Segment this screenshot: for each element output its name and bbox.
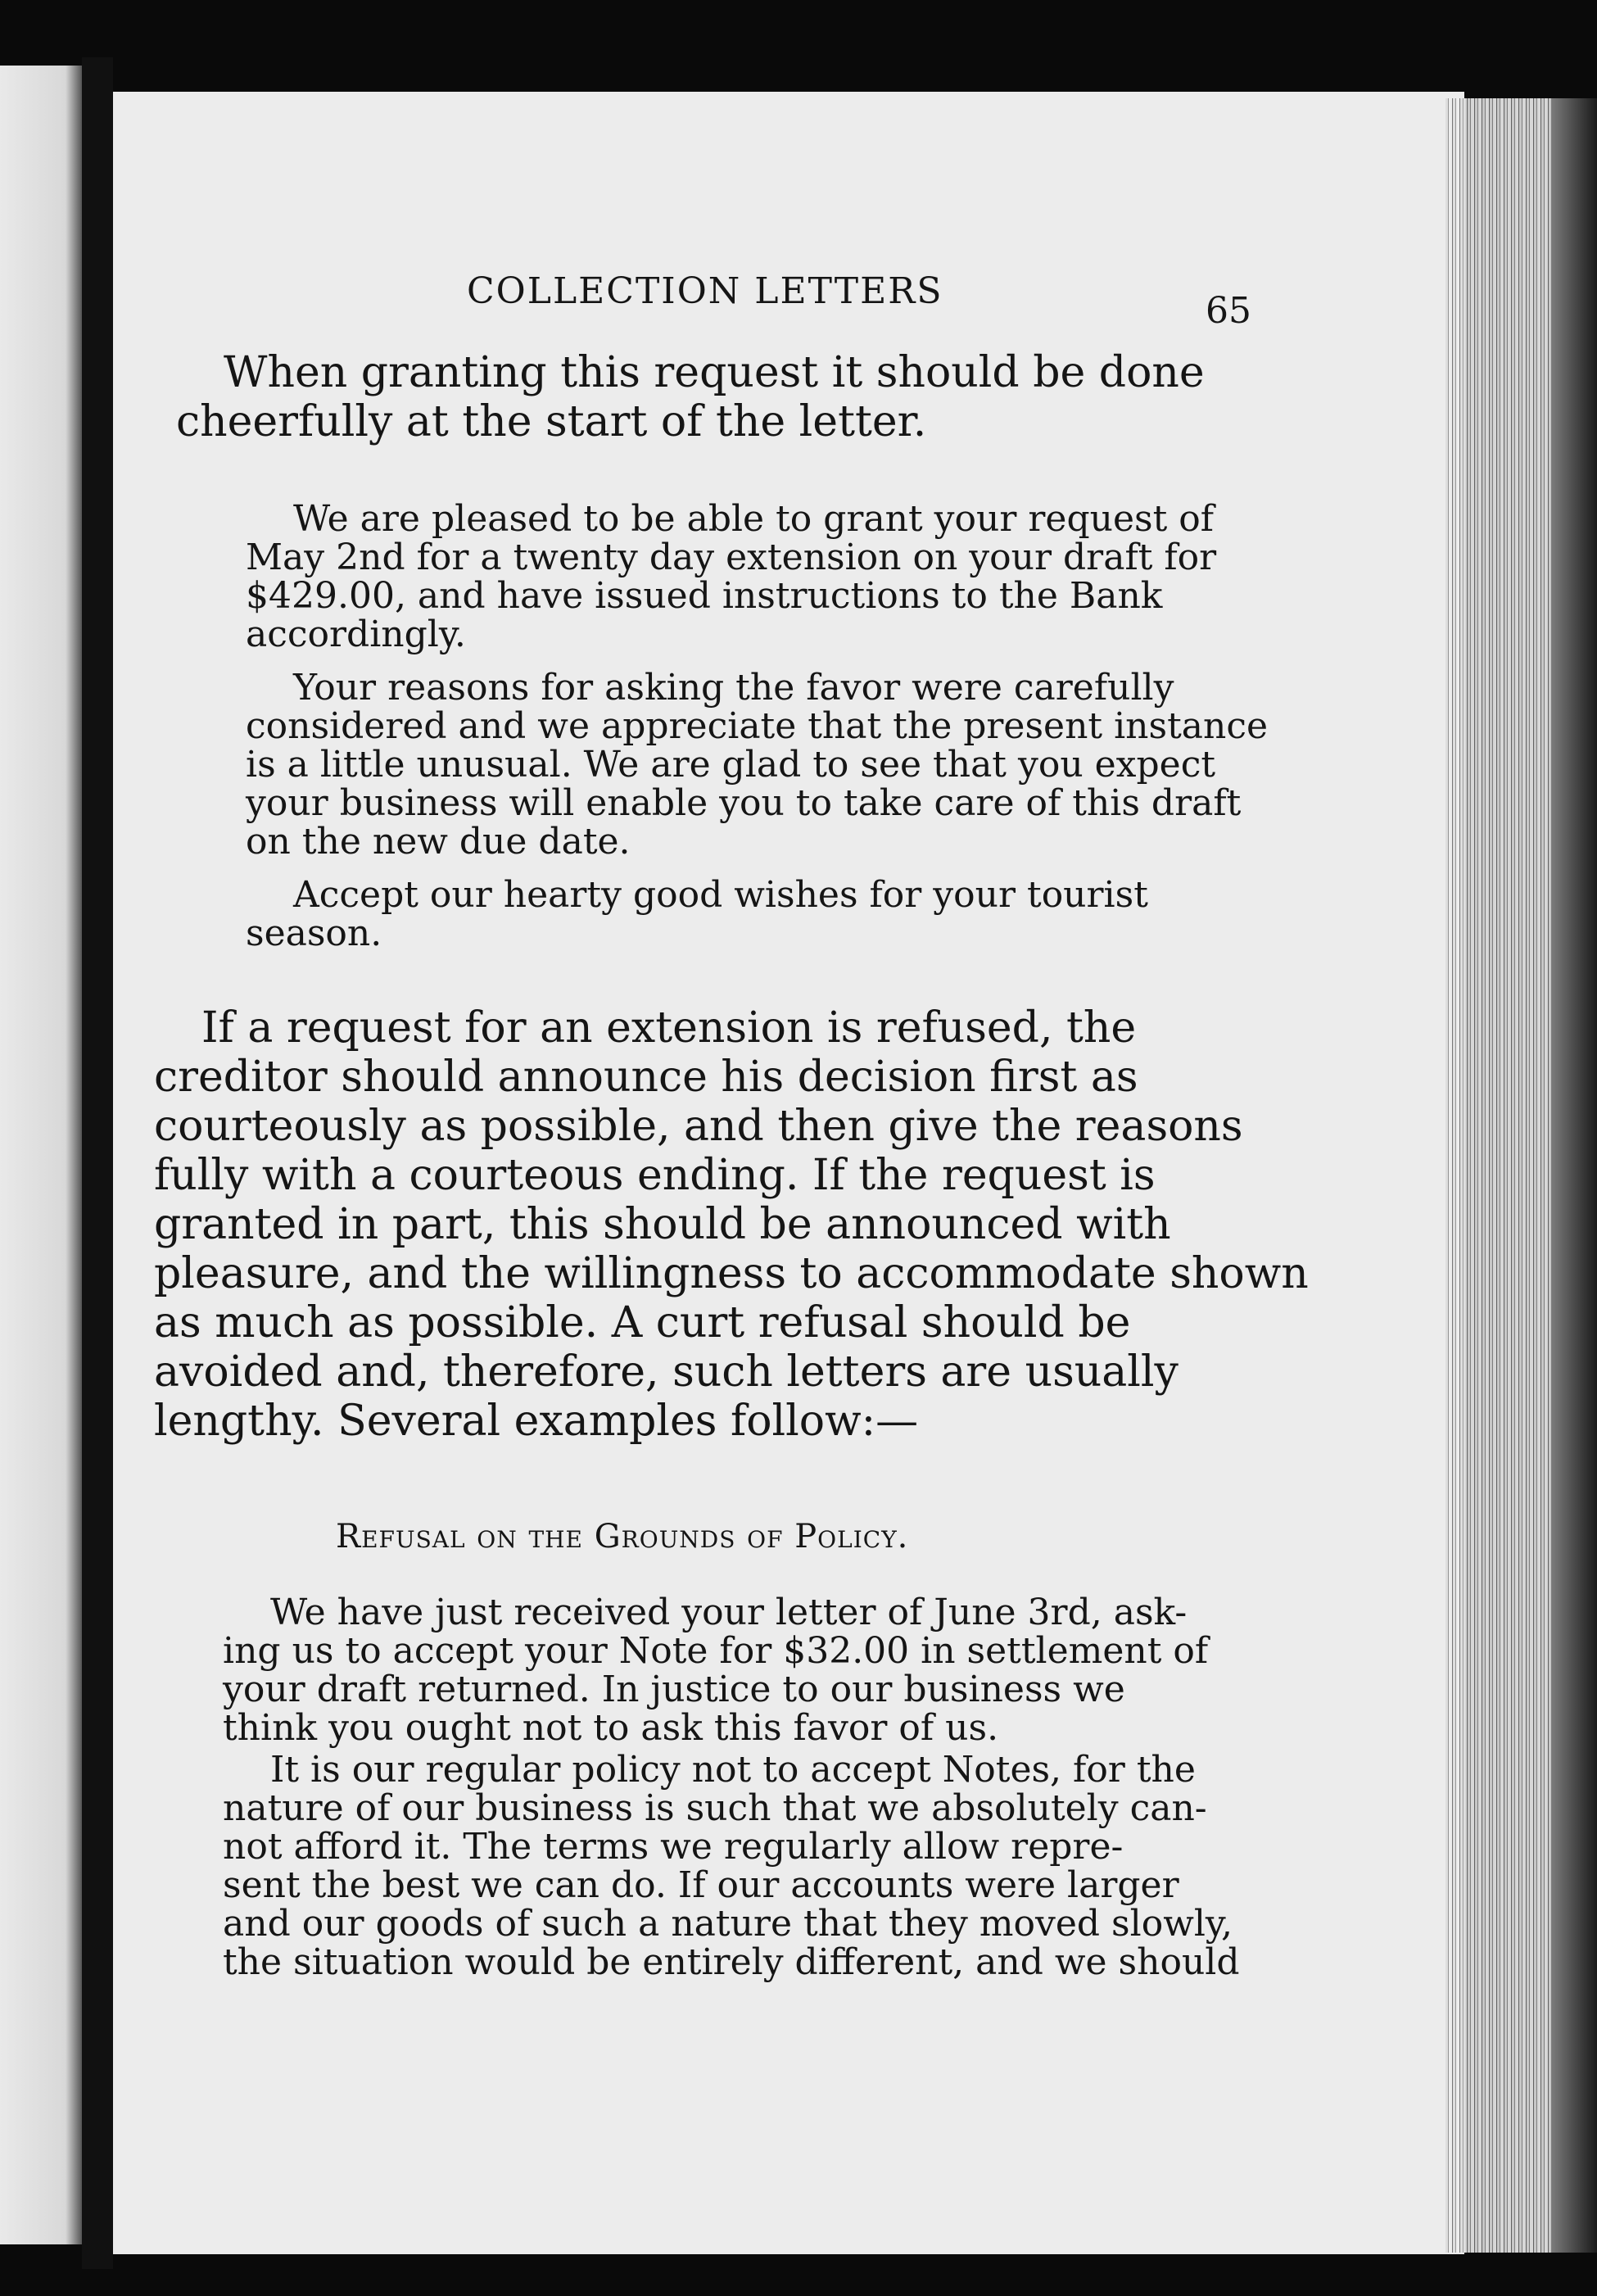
text-line: May 2nd for a twenty day extension on your draft for <box>246 537 1217 578</box>
text-line: We have just received your letter of June 3rd, ask- <box>270 1592 1188 1633</box>
text-line: creditor should announce his decision first as <box>154 1053 1138 1102</box>
page-edge-shadow <box>1552 98 1597 2253</box>
text-line: sent the best we can do. If our accounts were larger <box>223 1864 1179 1906</box>
section-heading: Refusal on the Grounds of Policy. <box>336 1518 909 1556</box>
intro-paragraph <box>176 348 1245 446</box>
text-line: courteously as possible, and then give the reasons <box>154 1102 1243 1151</box>
text-line: pleasure, and the willingness to accommodate shown <box>154 1249 1309 1298</box>
text-line: season. <box>246 913 382 954</box>
text-line: granted in part, this should be announced with <box>154 1200 1171 1249</box>
text-line: Your reasons for asking the favor were carefully <box>293 667 1174 709</box>
text-line: not afford it. The terms we regularly allow repre- <box>223 1826 1124 1868</box>
text-line: nature of our business is such that we absolutely can- <box>223 1787 1207 1829</box>
letter-paragraph <box>246 667 1269 863</box>
page-stack-edge <box>1445 98 1560 2253</box>
text-line: We are pleased to be able to grant your request of <box>293 498 1215 540</box>
text-line: Accept our hearty good wishes for your tourist <box>293 874 1148 916</box>
example-letter-1 <box>246 498 1269 954</box>
letter-paragraph <box>223 1749 1240 1983</box>
book-gutter <box>82 57 113 2269</box>
text-line: It is our regular policy not to accept Notes, for the <box>270 1749 1196 1791</box>
text-line: considered and we appreciate that the present instance <box>246 705 1269 747</box>
facing-page-edge <box>0 66 82 2244</box>
running-title: COLLECTION LETTERS <box>467 270 943 312</box>
text-line: avoided and, therefore, such letters are usually <box>154 1347 1179 1397</box>
text-line: think you ought not to ask this favor of us. <box>223 1707 999 1749</box>
letter-paragraph <box>246 876 1241 953</box>
letter-paragraph <box>246 500 1241 654</box>
text-line: your draft returned. In justice to our business we <box>223 1669 1125 1710</box>
text-line: fully with a courteous ending. If the request is <box>154 1151 1156 1200</box>
text-line: If a request for an extension is refused, the <box>201 1003 1137 1053</box>
text-line: is a little unusual. We are glad to see that you expect <box>246 744 1216 786</box>
text-line: $429.00, and have issued instructions to the Bank <box>246 575 1163 617</box>
text-line: your business will enable you to take care of this draft <box>246 782 1242 824</box>
letter-paragraph <box>223 1593 1214 1747</box>
text-line: ing us to accept your Note for $32.00 in settlement of <box>223 1630 1209 1672</box>
example-letter-2 <box>223 1592 1240 1983</box>
text-line: lengthy. Several examples follow:— <box>154 1397 919 1446</box>
body-paragraph <box>154 1003 1309 1446</box>
text-line: When granting this request it should be done <box>224 348 1205 397</box>
text-line: as much as possible. A curt refusal should be <box>154 1298 1131 1347</box>
page-number: 65 <box>1206 290 1251 332</box>
text-line: and our goods of such a nature that they moved slowly, <box>223 1903 1233 1945</box>
text-line: the situation would be entirely different, and we should <box>223 1941 1240 1983</box>
text-line: cheerfully at the start of the letter. <box>176 397 927 446</box>
text-line: on the new due date. <box>246 821 631 863</box>
text-line: accordingly. <box>246 614 466 655</box>
